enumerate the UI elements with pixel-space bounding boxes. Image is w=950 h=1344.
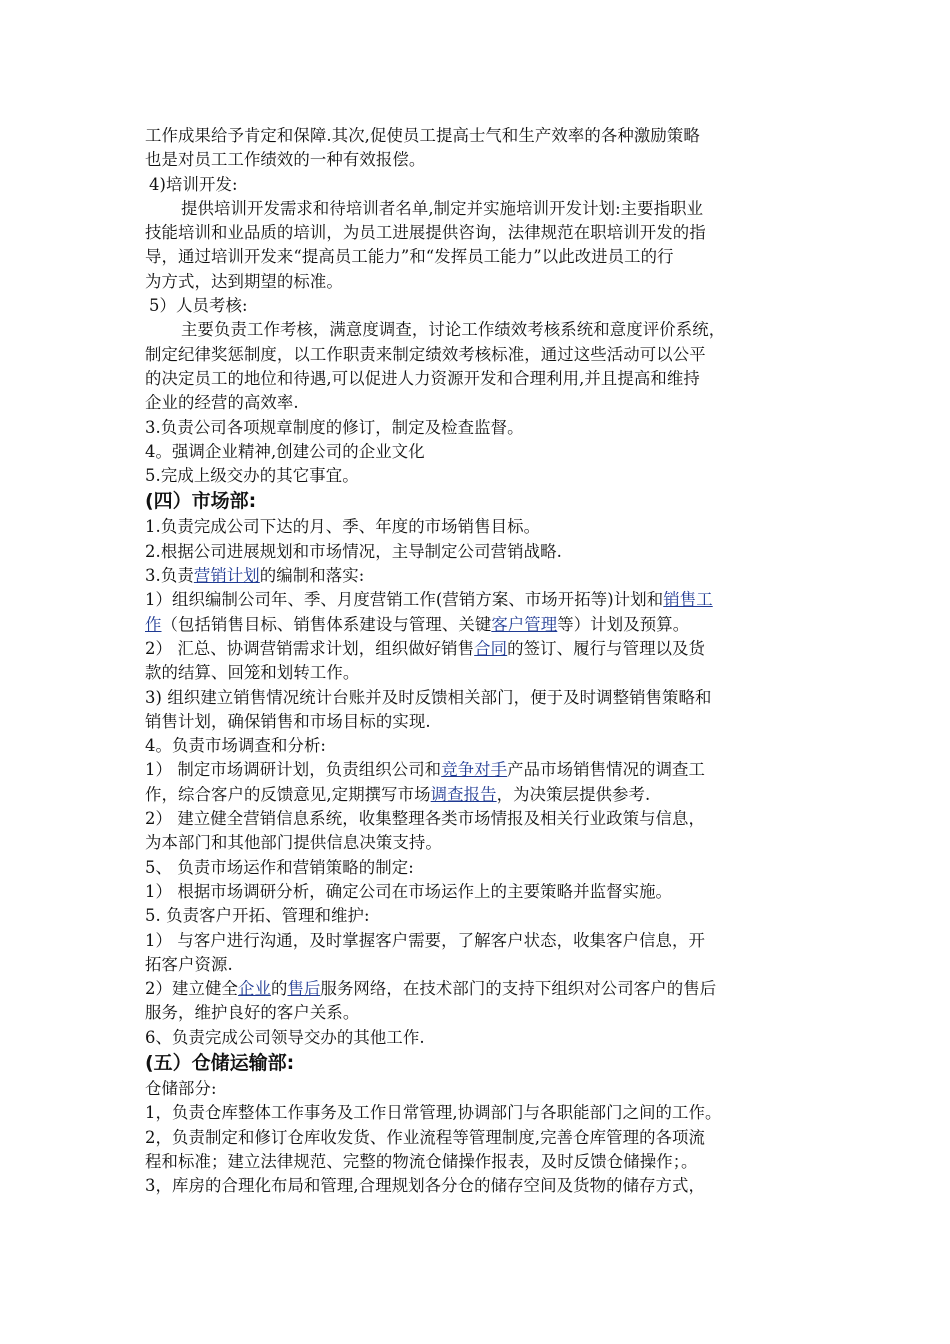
paragraph-line: 工作成果给予肯定和保障.其次,促使员工提高士气和生产效率的各种激励策略 xyxy=(145,126,700,145)
link-enterprise[interactable]: 企业 xyxy=(237,979,271,999)
list-item: 2）建立健全企业的售后服务网络，在技术部门的支持下组织对公司客户的售后 xyxy=(145,979,717,999)
list-item: 1） 根据市场调研分析，确定公司在市场运作上的主要策略并监督实施。 xyxy=(145,881,673,901)
list-item: 4。强调企业精神,创建公司的企业文化 xyxy=(145,441,425,461)
section-heading-market: (四）市场部: xyxy=(145,490,257,513)
paragraph-line: 制定纪律奖惩制度，以工作职责来制定绩效考核标准，通过这些活动可以公平 xyxy=(145,344,706,364)
subheading-storage: 仓储部分: xyxy=(145,1078,217,1098)
section-heading-warehouse: (五）仓储运输部: xyxy=(145,1051,295,1074)
paragraph-line: 提供培训开发需求和待培训者名单,制定并实施培训开发计划:主要指职业 xyxy=(181,198,704,218)
paragraph-line: 技能培训和业品质的培训，为员工进展提供咨询，法律规范在职培训开发的指 xyxy=(145,223,706,243)
list-item: 3，库房的合理化布局和管理,合理规划各分仓的储存空间及货物的储存方式， xyxy=(145,1176,706,1196)
link-marketing-plan[interactable]: 营销计划 xyxy=(193,566,260,586)
list-item: 2，负责制定和修订仓库收发货、作业流程等管理制度,完善仓库管理的各项流 xyxy=(145,1127,706,1147)
paragraph-line: 为本部门和其他部门提供信息决策支持。 xyxy=(145,833,442,853)
subheading-training: 4)培训开发: xyxy=(149,174,238,194)
paragraph-line: 作（包括销售目标、销售体系建设与管理、关键客户管理等）计划及预算。 xyxy=(145,614,690,634)
paragraph-line: 服务，维护良好的客户关系。 xyxy=(145,1003,360,1023)
list-item: 3) 组织建立销售情况统计台账并及时反馈相关部门，便于及时调整销售策略和 xyxy=(145,687,712,707)
list-item: 6、负责完成公司领导交办的其他工作. xyxy=(145,1027,425,1047)
list-item: 1） 与客户进行沟通，及时掌握客户需要，了解客户状态，收集客户信息，开 xyxy=(145,930,706,950)
list-item: 5.完成上级交办的其它事宜。 xyxy=(145,466,359,486)
list-item: 2） 汇总、协调营销需求计划，组织做好销售合同的签订、履行与管理以及货 xyxy=(145,638,706,658)
link-sales-work-cont[interactable]: 作 xyxy=(145,614,162,634)
list-item: 4。负责市场调查和分析: xyxy=(145,736,327,756)
link-customer-management[interactable]: 客户管理 xyxy=(491,614,558,634)
paragraph-line: 为方式，达到期望的标准。 xyxy=(145,271,343,291)
list-item: 1，负责仓库整体工作事务及工作日常管理,协调部门与各职能部门之间的工作。 xyxy=(145,1103,722,1123)
paragraph-line: 作，综合客户的反馈意见,定期撰写市场调查报告，为决策层提供参考. xyxy=(145,784,651,804)
link-sales-work[interactable]: 销售工 xyxy=(663,590,713,610)
paragraph-line: 销售计划，确保销售和市场目标的实现. xyxy=(145,711,431,731)
list-item: 2.根据公司进展规划和市场情况，主导制定公司营销战略. xyxy=(145,541,562,561)
paragraph-line: 也是对员工工作绩效的一种有效报偿。 xyxy=(145,150,426,170)
subheading-assessment: 5）人员考核: xyxy=(149,296,248,316)
list-item: 1.负责完成公司下达的月、季、年度的市场销售目标。 xyxy=(145,517,541,537)
link-after-sales[interactable]: 售后 xyxy=(287,979,321,999)
paragraph-line: 企业的经营的高效率. xyxy=(145,393,299,413)
list-item: 5. 负责客户开拓、管理和维护: xyxy=(145,906,370,926)
list-item: 5、 负责市场运作和营销策略的制定: xyxy=(145,857,414,877)
list-item: 3.负责公司各项规章制度的修订，制定及检查监督。 xyxy=(145,417,524,437)
paragraph-line: 主要负责工作考核，满意度调查，讨论工作绩效考核系统和意度评价系统， xyxy=(181,320,726,340)
link-contract[interactable]: 合同 xyxy=(474,638,508,658)
paragraph-line: 的决定员工的地位和待遇,可以促进人力资源开发和合理利用,并且提高和维持 xyxy=(145,368,700,388)
paragraph-line: 款的结算、回笼和划转工作。 xyxy=(145,663,360,683)
paragraph-line: 拓客户资源. xyxy=(145,954,233,974)
document-body xyxy=(145,124,815,1198)
list-item: 1） 制定市场调研计划，负责组织公司和竞争对手产品市场销售情况的调查工 xyxy=(145,760,706,780)
list-item: 2） 建立健全营销信息系统，收集整理各类市场情报及相关行业政策与信息， xyxy=(145,809,706,829)
list-item: 3.负责营销计划的编制和落实: xyxy=(145,566,365,586)
link-survey-report[interactable]: 调查报告 xyxy=(430,784,497,804)
link-competitor[interactable]: 竞争对手 xyxy=(441,760,508,780)
list-item: 1）组织编制公司年、季、月度营销工作(营销方案、市场开拓等)计划和销售工 xyxy=(145,590,713,610)
paragraph-line: 程和标准；建立法律规范、完整的物流仓储操作报表，及时反馈仓储操作；。 xyxy=(145,1151,698,1171)
paragraph-line: 导，通过培训开发来“提高员工能力”和“发挥员工能力”以此改进员工的行 xyxy=(145,247,674,267)
